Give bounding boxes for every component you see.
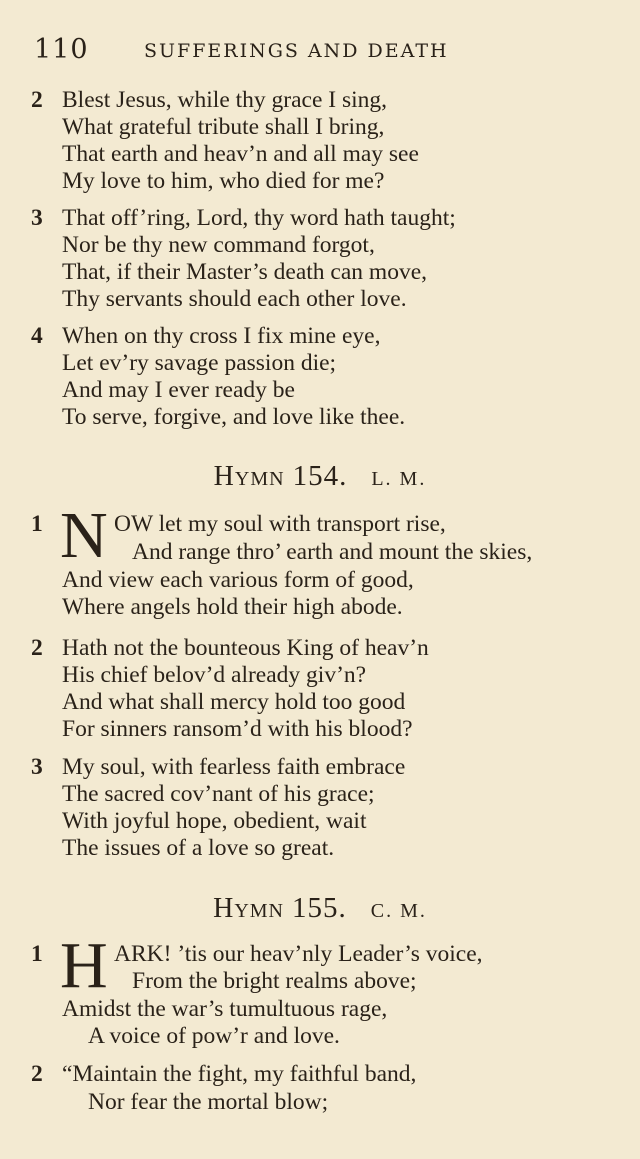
- verse-line: The issues of a love so great.: [62, 835, 335, 861]
- verse-number: 4: [31, 323, 43, 349]
- verse-number: 1: [31, 511, 43, 537]
- verse-line: Nor fear the mortal blow;: [88, 1089, 329, 1115]
- hymn-number: 154.: [292, 460, 348, 492]
- running-head: SUFFERINGS AND DEATH: [144, 40, 449, 62]
- verse-line: OW let my soul with transport rise,: [114, 511, 446, 537]
- verse-line: “Maintain the fight, my faithful band,: [62, 1061, 417, 1087]
- hymn-meter: L. M.: [371, 468, 427, 490]
- verse-line: That, if their Master’s death can move,: [62, 259, 427, 285]
- verse-line: My soul, with fearless faith embrace: [62, 754, 406, 780]
- verse-line: Where angels hold their high abode.: [62, 594, 403, 620]
- hymn-number: 155.: [292, 892, 347, 924]
- drop-cap: N: [60, 499, 108, 572]
- verse-line: Thy servants should each other love.: [62, 286, 407, 312]
- verse-line: And may I ever ready be: [62, 377, 295, 403]
- hymn-label: Hymn: [213, 893, 284, 924]
- page-header: [34, 34, 616, 70]
- verse-number: 3: [31, 205, 43, 231]
- verse-number: 1: [31, 941, 43, 967]
- verse-line: From the bright realms above;: [132, 968, 417, 994]
- hymn-label: Hymn: [213, 461, 285, 492]
- verse-line: What grateful tribute shall I bring,: [62, 114, 385, 140]
- verse-number: 2: [31, 87, 43, 113]
- hymn-title: [0, 892, 640, 925]
- verse-line: For sinners ransom’d with his blood?: [62, 716, 413, 742]
- verse-line: To serve, forgive, and love like thee.: [62, 404, 406, 430]
- verse-line: And view each various form of good,: [62, 567, 414, 593]
- verse-line: With joyful hope, obedient, wait: [62, 808, 367, 834]
- page-number: 110: [34, 34, 89, 65]
- verse-line: And range thro’ earth and mount the skies,: [132, 539, 533, 565]
- verse-line: When on thy cross I fix mine eye,: [62, 323, 381, 349]
- verse-line: The sacred cov’nant of his grace;: [62, 781, 375, 807]
- verse-line: A voice of pow’r and love.: [88, 1023, 340, 1049]
- verse-line: His chief belov’d already giv’n?: [62, 662, 367, 688]
- verse-line: And what shall mercy hold too good: [62, 689, 406, 715]
- verse-number: 2: [31, 1061, 43, 1087]
- hymn-title: [0, 460, 640, 493]
- verse-line: That earth and heav’n and all may see: [62, 141, 419, 167]
- verse-line: Blest Jesus, while thy grace I sing,: [62, 87, 388, 113]
- verse-line: Amidst the war’s tumultuous rage,: [62, 996, 388, 1022]
- verse-line: Nor be thy new command forgot,: [62, 232, 375, 258]
- verse-line: My love to him, who died for me?: [62, 168, 385, 194]
- verse-number: 2: [31, 635, 43, 661]
- drop-cap: H: [60, 929, 108, 1002]
- verse-line: That off’ring, Lord, thy word hath taught;: [62, 205, 456, 231]
- verse-line: ARK! ’tis our heav’nly Leader’s voice,: [114, 941, 483, 967]
- verse-line: Hath not the bounteous King of heav’n: [62, 635, 429, 661]
- hymn-meter: C. M.: [370, 900, 427, 922]
- verse-number: 3: [31, 754, 43, 780]
- verse-line: Let ev’ry savage passion die;: [62, 350, 337, 376]
